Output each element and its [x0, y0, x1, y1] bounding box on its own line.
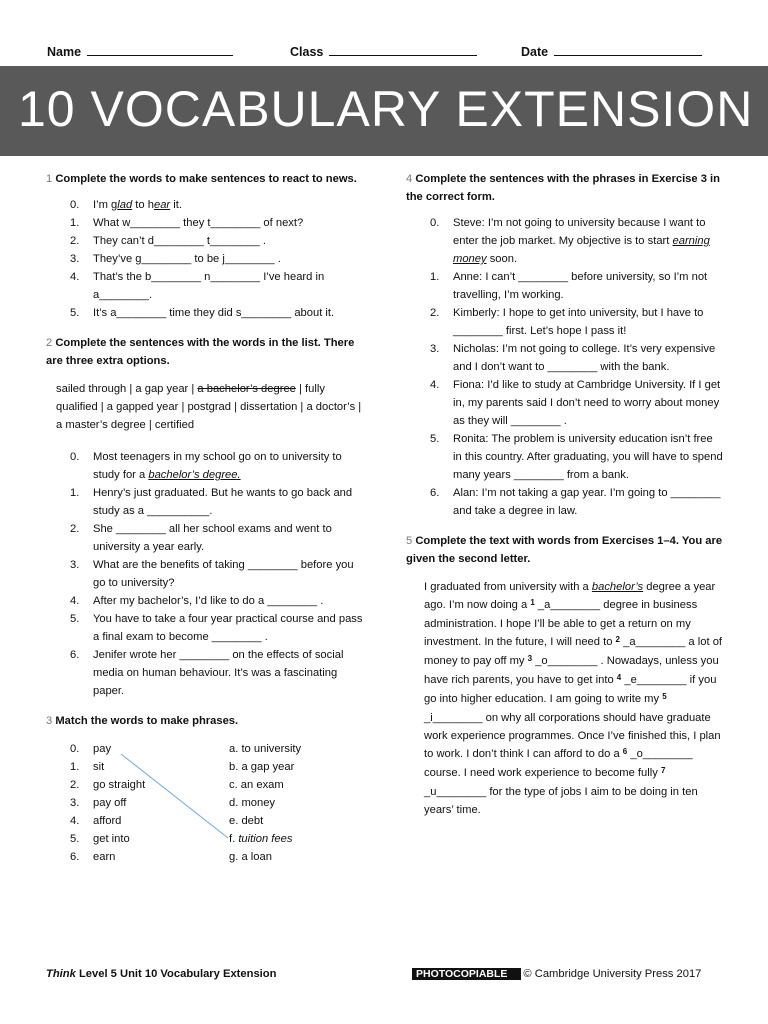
exercise-2-instruction: 2 Complete the sentences with the words in the list. There are three extra options.	[46, 337, 355, 367]
list-item: 0. I’m glad to hear it.	[70, 199, 182, 211]
copyright: © Cambridge University Press 2017	[523, 968, 702, 980]
list-item: 2. Kimberly: I hope to get into university, but I have to ________ first. Let’s hope I pass it!	[430, 307, 704, 337]
page-title: 10 VOCABULARY EXTENSION	[18, 81, 754, 137]
date-field	[521, 44, 702, 59]
list-item: 1. Henry’s just graduated. But he wants to go back and study as a __________.	[70, 487, 353, 517]
list-item: 4. Fiona: I’d like to study at Cambridge University. If I get in, my parents said I don’t need to worry about money as they will ________ .	[430, 379, 721, 427]
class-field	[290, 44, 477, 59]
list-item: 2. She ________ all her school exams and went to university a year early.	[70, 523, 332, 553]
title-band	[0, 66, 768, 156]
list-item: 0. Steve: I’m not going to university because I want to enter the job market. My objective is to start earning money soon.	[430, 217, 710, 265]
match-row: 1. sit b. a gap year	[70, 761, 295, 773]
exercise-1	[46, 170, 366, 322]
class-line	[329, 44, 477, 56]
photocopiable-badge: PHOTOCOPIABLE	[412, 968, 521, 980]
list-item: 4. After my bachelor’s, I’d like to do a ________ .	[70, 595, 324, 607]
date-line	[554, 44, 702, 56]
exercise-4-instruction: 4 Complete the sentences with the phrases in Exercise 3 in the correct form.	[406, 173, 720, 203]
list-item: 5. You have to take a four year practical course and pass a final exam to become ________ .	[70, 613, 363, 643]
list-item: 1. What w________ they t________ of next?	[70, 217, 304, 229]
match-row: 6. earn g. a loan	[70, 851, 272, 863]
list-item: 3. What are the benefits of taking ________ before you go to university?	[70, 559, 354, 589]
exercise-2	[46, 334, 366, 700]
match-row: 3. pay off d. money	[70, 797, 276, 809]
name-line	[87, 44, 233, 56]
list-item: 2. They can’t d________ t________ .	[70, 235, 266, 247]
list-item: 3. Nicholas: I’m not going to college. It’s very expensive and I don’t want to ________ with the bank.	[430, 343, 716, 373]
list-item: 0. Most teenagers in my school go on to university to study for a bachelor’s degree.	[70, 451, 342, 481]
date-label: Date	[521, 45, 549, 59]
left-column	[46, 170, 366, 866]
match-row: 4. afford e. debt	[70, 815, 264, 827]
footer-left: Think Level 5 Unit 10 Vocabulary Extension	[46, 968, 277, 980]
match-table	[46, 740, 366, 866]
exercise-4	[406, 170, 724, 520]
footer-right	[412, 968, 701, 980]
exercise-3	[46, 712, 366, 866]
list-item: 1. Anne: I can’t ________ before university, so I’m not travelling, I’m working.	[430, 271, 708, 301]
exercise-5	[406, 532, 724, 819]
list-item: 6. Jenifer wrote her ________ on the effects of social media on human behaviour. It’s was a fascinating paper.	[70, 649, 344, 697]
class-label: Class	[290, 45, 324, 59]
match-row: 0. pay a. to university	[70, 743, 302, 755]
exercise-5-instruction: 5 Complete the text with words from Exercises 1–4. You are given the second letter.	[406, 535, 723, 565]
list-item: 6. Alan: I’m not taking a gap year. I’m going to ________ and take a degree in law.	[430, 487, 721, 517]
list-item: 5. It’s a________ time they did s________ about it.	[70, 307, 335, 319]
exercise-3-instruction: 3 Match the words to make phrases.	[46, 715, 239, 727]
match-row: 2. go straight c. an exam	[70, 779, 284, 791]
list-item: 3. They’ve g________ to be j________ .	[70, 253, 281, 265]
match-row: 5. get into f. tuition fees	[70, 833, 293, 845]
right-column	[406, 170, 724, 819]
word-list: sailed through | a gap year | a bachelor’s degree | fully qualified | a gapped year | postgrad | dissertation | a doctor’s | a master’s degree | certified	[56, 383, 362, 431]
name-field	[47, 44, 233, 59]
exercise-5-text: I graduated from university with a bachelor’s degree a year ago. I’m now doing a $^1$ _a________ degree in business administration. I hope I’ll be able to get a return on my investment. In the future, I will need to $^2$ _a________ a lot of money to pay off my $^3$ _o________ . Nowadays, unless you have rich parents, you have to get into $^4$ _e________ if you go into higher education. I am going to write my $^5$ _i________ on why all corporations should have graduate work experience programmes. Once I’ve finished this, I plan to work. I don’t think I can afford to do a $^6$ _o________ course. I need work experience to become fully $^7$ _u________ for the type of jobs I aim to be doing in ten years’ time.	[424, 581, 723, 816]
list-item: 5. Ronita: The problem is university education isn’t free in this country. After graduating, you will have to spend many years ________ from a bank.	[430, 433, 723, 481]
exercise-1-instruction: 1 Complete the words to make sentences to react to news.	[46, 173, 357, 185]
name-label: Name	[47, 45, 82, 59]
list-item: 4. That’s the b________ n________ I’ve heard in a________.	[70, 271, 325, 301]
